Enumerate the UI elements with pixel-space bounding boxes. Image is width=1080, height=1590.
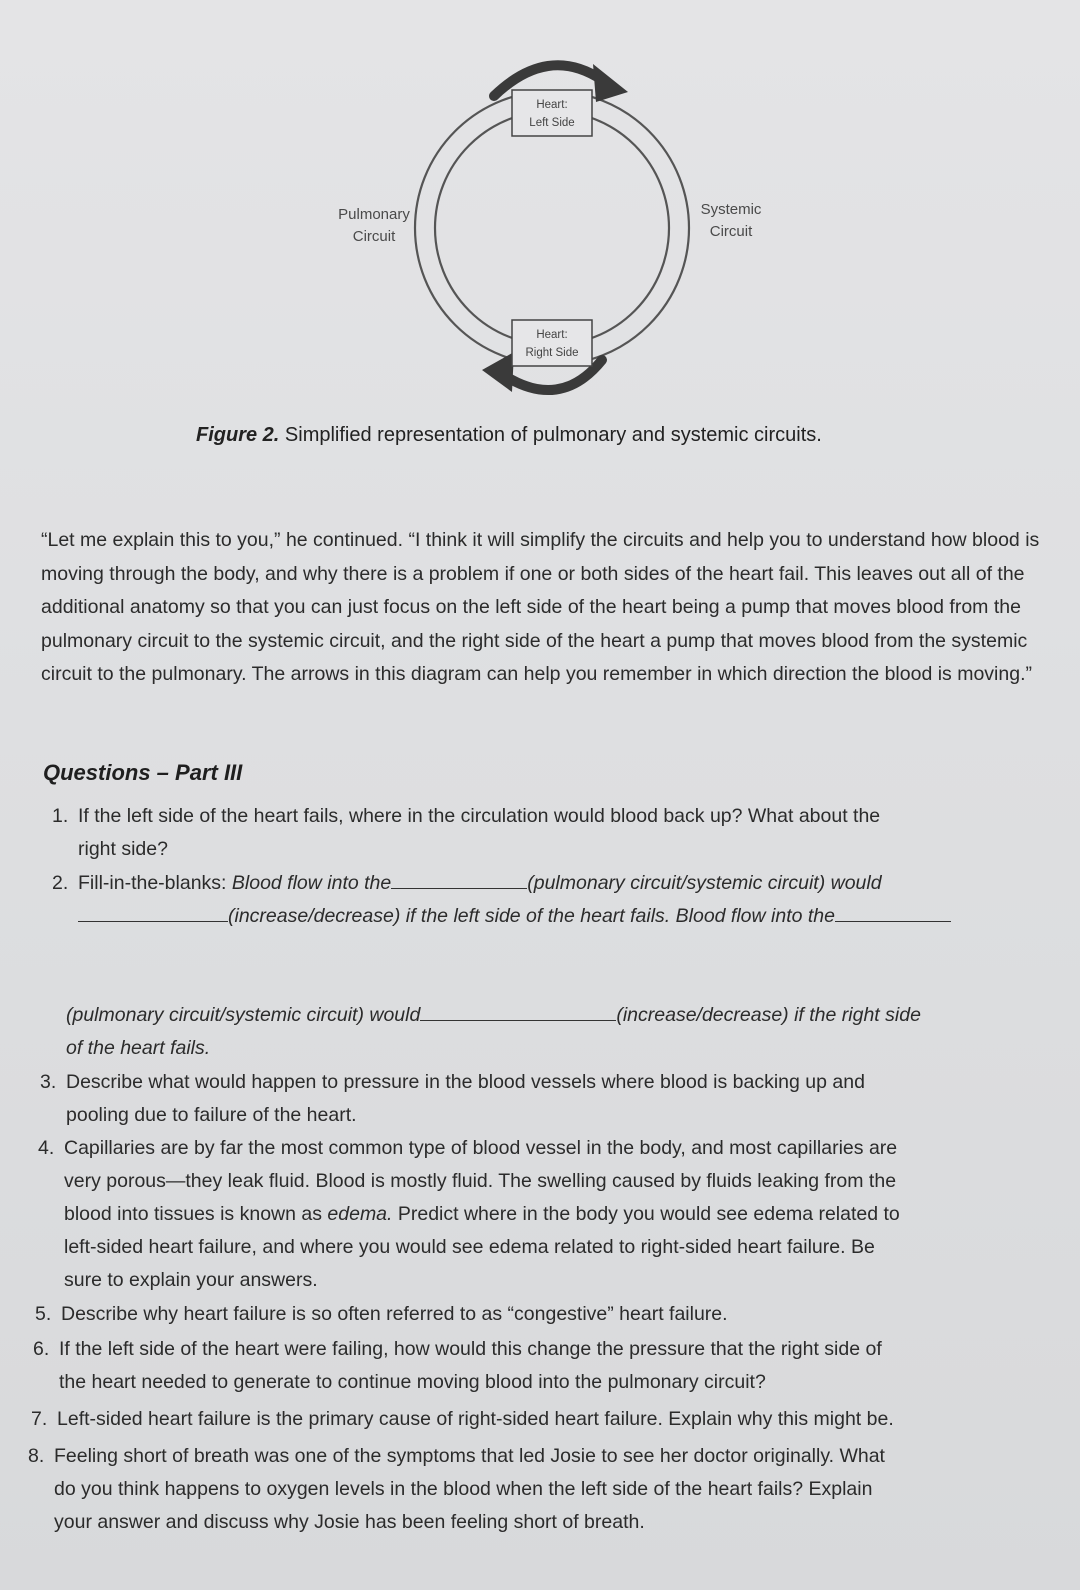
question-2 [52, 867, 1062, 933]
question-text: edema. [327, 1203, 393, 1225]
top-arrowhead-icon [593, 64, 628, 102]
heart-left-label-2: Left Side [529, 117, 575, 129]
question-text: left-sided heart failure, and where you would see edema related to right-sided heart failure. Be [64, 1236, 875, 1258]
question-text: very porous—they leak fluid. Blood is mostly fluid. The swelling caused by fluids leaking from the [64, 1170, 897, 1192]
question-number: 7. [31, 1408, 48, 1430]
systemic-label-1: Systemic [700, 201, 762, 218]
question-text: Feeling short of breath was one of the symptoms that led Josie to see her doctor originally. What [54, 1445, 885, 1467]
question-8 [28, 1440, 1070, 1539]
question-4 [38, 1132, 1068, 1297]
question-text: (pulmonary circuit/systemic circuit) would [527, 872, 882, 894]
question-5 [35, 1298, 1065, 1331]
question-text: Capillaries are by far the most common type of blood vessel in the body, and most capillaries are [64, 1137, 898, 1159]
fill-in-blank[interactable] [420, 1002, 616, 1021]
question-2-continued [66, 999, 1056, 1065]
circulation-diagram [0, 0, 1080, 460]
question-3 [40, 1066, 1050, 1132]
question-number: 4. [38, 1137, 55, 1159]
question-text: If the left side of the heart were failing, how would this change the pressure that the right side of [59, 1338, 882, 1360]
heart-left-label-1: Heart: [536, 99, 568, 111]
question-text: Describe why heart failure is so often referred to as “congestive” heart failure. [61, 1303, 728, 1325]
question-number: 2. [52, 872, 69, 894]
question-text: Describe what would happen to pressure in the blood vessels where blood is backing up and [66, 1071, 865, 1093]
question-text: do you think happens to oxygen levels in the blood when the left side of the heart fails? Explain [54, 1478, 873, 1500]
pulmonary-label-1: Pulmonary [338, 206, 410, 223]
question-text: Blood flow into the [231, 872, 392, 894]
question-text: If the left side of the heart fails, where in the circulation would blood back up? What about the [78, 805, 881, 827]
question-text: (increase/decrease) if the left side of the heart fails. Blood flow into the [228, 905, 835, 927]
pulmonary-label-2: Circuit [352, 228, 396, 245]
question-6 [33, 1333, 1068, 1399]
question-number: 1. [52, 805, 69, 827]
question-text: Predict where in the body you would see edema related to [392, 1203, 900, 1225]
figure-caption [196, 424, 956, 447]
inner-ring [435, 111, 669, 345]
question-text: blood into tissues is known as [64, 1203, 328, 1225]
question-text: the heart needed to generate to continue moving blood into the pulmonary circuit? [59, 1371, 766, 1393]
heart-right-box [512, 320, 592, 366]
section-heading: Questions – Part III [43, 760, 243, 785]
fill-in-blank[interactable] [78, 903, 228, 922]
figure-caption-label: Figure 2. [196, 424, 280, 446]
explanation-paragraph: “Let me explain this to you,” he continued. “I think it will simplify the circuits and help you to understand how blood is moving through the body, and why there is a problem if one or both sides of the heart fail. This leaves out all of the additional anatomy so that you can just focus on the left side of the heart being a pump that moves blood from the pulmonary circuit to the systemic circuit, and the right side of the heart a pump that moves blood from the systemic circuit to the pulmonary. The arrows in this diagram can help you remember in which direction the blood is moving.” [41, 529, 1040, 685]
fill-in-blank[interactable] [835, 903, 951, 922]
heart-left-box [512, 90, 592, 136]
question-text: your answer and discuss why Josie has been feeling short of breath. [54, 1511, 645, 1533]
bottom-arrowhead-icon [482, 352, 514, 392]
question-text: Fill-in-the-blanks: [78, 872, 232, 894]
question-text: (increase/decrease) if the right side [616, 1004, 921, 1026]
question-text: sure to explain your answers. [64, 1269, 318, 1291]
question-text: (pulmonary circuit/systemic circuit) would [66, 1004, 421, 1026]
systemic-label-2: Circuit [709, 223, 753, 240]
question-number: 3. [40, 1071, 57, 1093]
heart-right-label-2: Right Side [525, 347, 579, 359]
question-text: of the heart fails. [66, 1037, 211, 1059]
question-text: Left-sided heart failure is the primary cause of right-sided heart failure. Explain why this might be. [57, 1408, 894, 1430]
fill-in-blank[interactable] [391, 870, 527, 889]
question-number: 8. [28, 1445, 45, 1467]
question-number: 5. [35, 1303, 52, 1325]
question-number: 6. [33, 1338, 50, 1360]
figure-caption-text: Simplified representation of pulmonary and systemic circuits. [279, 424, 822, 446]
heart-right-label-1: Heart: [536, 329, 568, 341]
question-text: pooling due to failure of the heart. [66, 1104, 357, 1126]
question-text: right side? [78, 838, 168, 860]
question-7 [31, 1403, 1071, 1436]
question-1 [52, 800, 1052, 866]
